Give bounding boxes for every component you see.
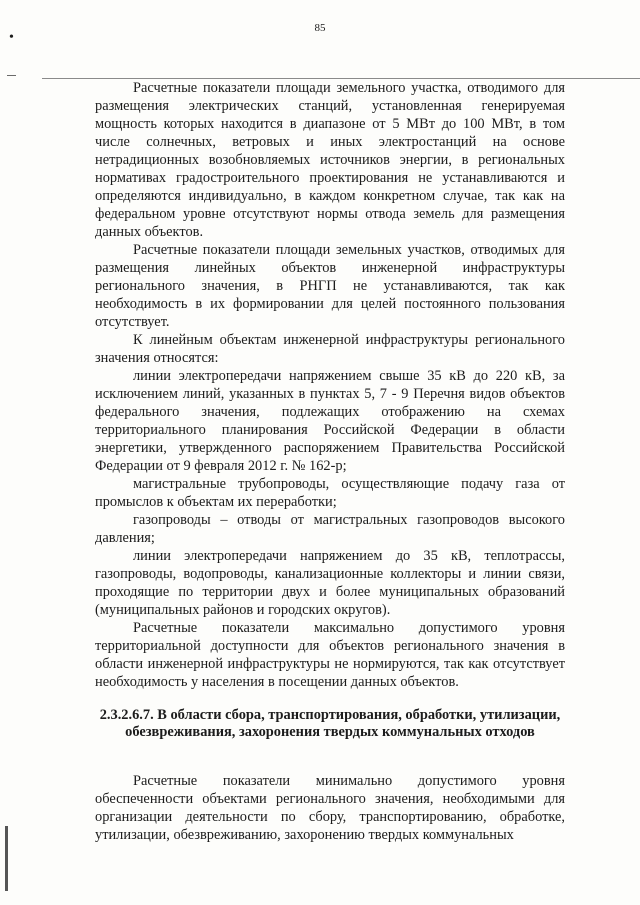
list-item-intermunicipal-networks: линии электропередачи напряжением до 35 кВ, теплотрассы, газопроводы, водопроводы, канализационные коллекторы и линии связи, проходящие по территории двух и более муниципальных образований (муниципальных районов и городских округов). [95,548,565,618]
list-item-trunk-pipelines: магистральные трубопроводы, осуществляющие подачу газа от промыслов к объектам их переработки; [95,476,565,510]
list-item-power-lines-35-220: линии электропередачи напряжением свыше 35 кВ до 220 кВ, за исключением линий, указанных в пунктах 5, 7 - 9 Перечня видов объектов федерального значения, подлежащих отображению на схемах территориального планирования Российской Федерации в области энергетики, утвержденного распоряжением Правительства Российской Федерации от 9 февраля 2012 г. № 162-р; [95,368,565,474]
paragraph-power-stations: Расчетные показатели площади земельного участка, отводимого для размещения электрических станций, установленная генерируемая мощность которых находится в диапазоне от 5 МВт до 100 МВт, в том числе солнечных, ветровых и иных электростанций на основе нетрадиционных возобновляемых источников энергии, в региональных нормативах градостроительного проектирования не устанавливаются и определяются индивидуально, в каждом конкретном случае, так как на федеральном уровне отсутствуют нормы отвода земель для размещения данных объектов. [95,80,565,240]
scan-edge-bar [5,826,8,891]
paragraph-waste-provision: Расчетные показатели минимально допустимого уровня обеспеченности объектами регионального значения, необходимыми для организации деятельности по сбору, транспортированию, обработке, утилизации, обезвреживанию, захоронению твердых коммунальных [95,773,565,843]
paragraph-linear-objects: Расчетные показатели площади земельных участков, отводимых для размещения линейных объектов инженерной инфраструктуры регионального значения, в РНГП не устанавливаются, так как необходимость в их формировании для целей постоянного пользования отсутствует. [95,242,565,330]
paragraph-accessibility: Расчетные показатели максимально допустимого уровня территориальной доступности для объектов регионального значения в области инженерной инфраструктуры не нормируются, так как отсутствует необходимость у населения в посещении данных объектов. [95,620,565,690]
section-heading: 2.3.2.6.7. В области сбора, транспортирования, обработки, утилизации, обезвреживания, захоронения твердых коммунальных отходов [99,707,561,740]
paragraph-list-intro: К линейным объектам инженерной инфраструктуры регионального значения относятся: [95,332,565,366]
margin-bullet-mark: • [9,30,14,45]
page-body [95,79,565,844]
list-item-gas-branches: газопроводы – отводы от магистральных газопроводов высокого давления; [95,512,565,546]
page-number: 85 [314,22,326,34]
margin-tick [7,75,16,76]
